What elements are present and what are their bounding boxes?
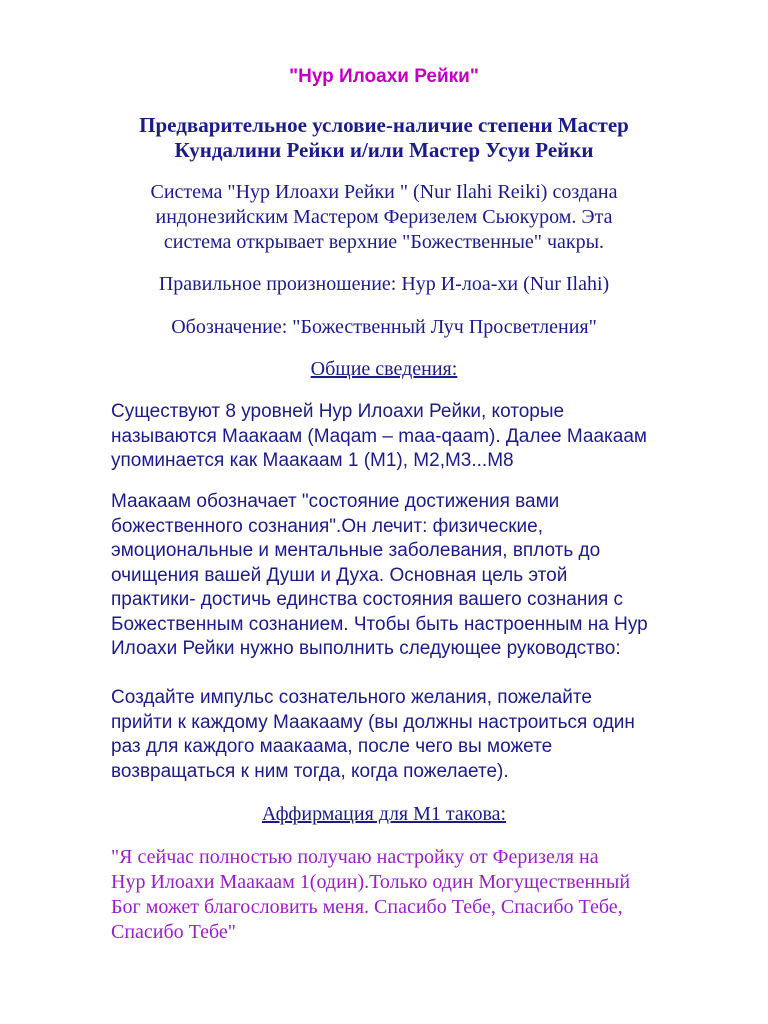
affirmation-line: Спасибо Тебе" bbox=[111, 921, 236, 943]
affirmation-line: Бог может благословить меня. Спасибо Тебе, Спасибо Тебе, bbox=[111, 896, 623, 918]
paragraph-line: возвращаться к ним тогда, когда пожелаете). bbox=[111, 760, 509, 782]
pronunciation-text: Правильное произношение: Нур И-лоа-хи (Nur Ilahi) bbox=[158, 273, 610, 295]
meaning-text: Обозначение: "Божественный Луч Просветления" bbox=[171, 316, 597, 338]
paragraph-line: Создайте импульс сознательного желания, пожелайте bbox=[111, 687, 592, 708]
paragraph-line: упоминается как Маакаам 1 (М1), М2,М3...М8 bbox=[111, 450, 514, 471]
prerequisite-heading bbox=[100, 113, 668, 163]
prerequisite-line: Предварительное условие-наличие степени Мастер bbox=[139, 113, 629, 137]
paragraph-line: Маакаам обозначает "состояние достижения вами bbox=[111, 491, 560, 512]
general-info-heading bbox=[0, 357, 768, 382]
maqam-meaning-paragraph bbox=[111, 490, 711, 662]
prerequisite-line: Кундалини Рейки и/или Мастер Усуи Рейки bbox=[174, 138, 594, 162]
intro-line: Система "Нур Илоахи Рейки " (Nur Ilahi Reiki) создана bbox=[150, 181, 618, 203]
paragraph-line: практики- достичь единства состояния вашего сознания с bbox=[111, 589, 624, 610]
affirmation-line: Нур Илоахи Маакаам 1(один).Только один Могущественный bbox=[111, 871, 631, 893]
paragraph-line: божественного сознания".Он лечит: физические, bbox=[111, 515, 543, 537]
levels-paragraph bbox=[111, 400, 711, 474]
intro-paragraph bbox=[100, 180, 668, 255]
paragraph-line: Существуют 8 уровней Нур Илоахи Рейки, которые bbox=[111, 401, 565, 422]
intention-paragraph bbox=[111, 686, 711, 784]
intro-line: система открывает верхние "Божественные" чакры. bbox=[163, 231, 605, 253]
paragraph-line: Илоахи Рейки нужно выполнить следующее руководство: bbox=[111, 638, 621, 659]
intro-line: индонезийским Мастером Феризелем Сьюкуром. Эта bbox=[155, 206, 613, 228]
affirmation-line: "Я сейчас полностью получаю настройку от Феризеля на bbox=[111, 846, 599, 868]
document-title: "Нур Илоахи Рейки" bbox=[289, 66, 479, 87]
paragraph-line: эмоциональные и ментальные заболевания, вплоть до bbox=[111, 540, 601, 561]
affirmation-text bbox=[111, 845, 721, 945]
affirmation-heading-text: Аффирмация для М1 такова: bbox=[261, 803, 507, 825]
affirmation-heading bbox=[0, 802, 768, 827]
paragraph-line: очищения вашей Души и Духа. Основная цель этой bbox=[111, 564, 568, 586]
paragraph-line: называются Маакаам (Maqam – maa-qaam). Далее Маакаам bbox=[111, 425, 647, 447]
paragraph-line: прийти к каждому Маакааму (вы должны настроиться один bbox=[111, 711, 635, 733]
general-info-heading-text: Общие сведения: bbox=[310, 358, 458, 380]
paragraph-line: раз для каждого маакаама, после чего вы можете bbox=[111, 736, 553, 757]
paragraph-line: Божественным сознанием. Чтобы быть настроенным на Нур bbox=[111, 613, 648, 635]
